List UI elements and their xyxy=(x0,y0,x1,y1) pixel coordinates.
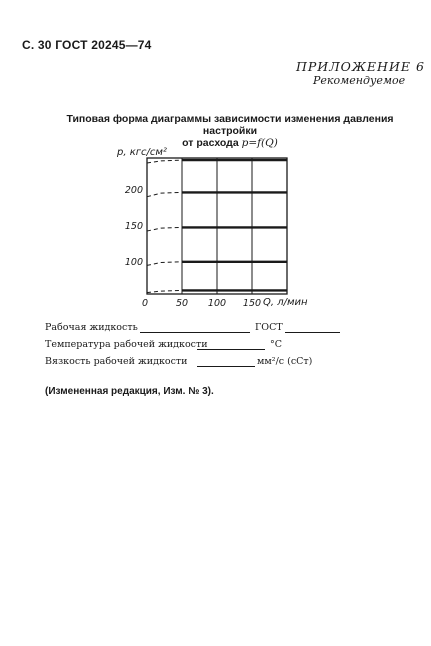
viscosity-field[interactable] xyxy=(197,366,255,367)
temperature-field[interactable] xyxy=(197,349,265,350)
fluid-standard-label: ГОСТ xyxy=(255,322,283,333)
series-rise-5 xyxy=(147,290,182,292)
x-tick-label: 0 xyxy=(141,298,149,309)
y-tick-label: 100 xyxy=(124,256,143,268)
x-axis-label: Q, л/мин xyxy=(263,297,308,308)
fluid-label: Рабочая жидкость xyxy=(45,322,138,333)
series-rise-1 xyxy=(147,160,182,163)
x-tick-label: 150 xyxy=(242,298,262,309)
x-tick-label: 50 xyxy=(175,298,189,309)
appendix-title: ПРИЛОЖЕНИЕ 6 xyxy=(296,59,425,74)
fluid-name-field[interactable] xyxy=(140,332,250,333)
series-rise-2 xyxy=(147,192,182,196)
page-header: С. 30 ГОСТ 20245—74 xyxy=(22,38,152,52)
y-tick-label: 150 xyxy=(124,221,143,232)
figure-formula: p=f(Q) xyxy=(241,137,278,149)
temperature-label: Температура рабочей жидкости xyxy=(45,339,208,350)
chart-grid xyxy=(147,158,287,294)
figure-title-line1: Типовая форма диаграммы зависимости изменения давления настройки xyxy=(66,113,394,137)
viscosity-unit: мм²/с (сСт) xyxy=(257,356,313,367)
figure-title-prefix: от расхода xyxy=(182,137,242,149)
y-axis-label: p, кгс/см² xyxy=(117,147,167,158)
appendix-status: Рекомендуемое xyxy=(313,74,406,87)
y-tick-label: 200 xyxy=(124,185,143,197)
temperature-unit: °С xyxy=(270,339,283,350)
series-rise-4 xyxy=(147,262,182,266)
viscosity-label: Вязкость рабочей жидкости xyxy=(45,356,188,367)
fluid-standard-field[interactable] xyxy=(285,332,340,333)
x-tick-label: 100 xyxy=(207,298,227,309)
revision-note: (Измененная редакция, Изм. № 3). xyxy=(45,386,214,397)
series-rise-3 xyxy=(147,227,182,231)
